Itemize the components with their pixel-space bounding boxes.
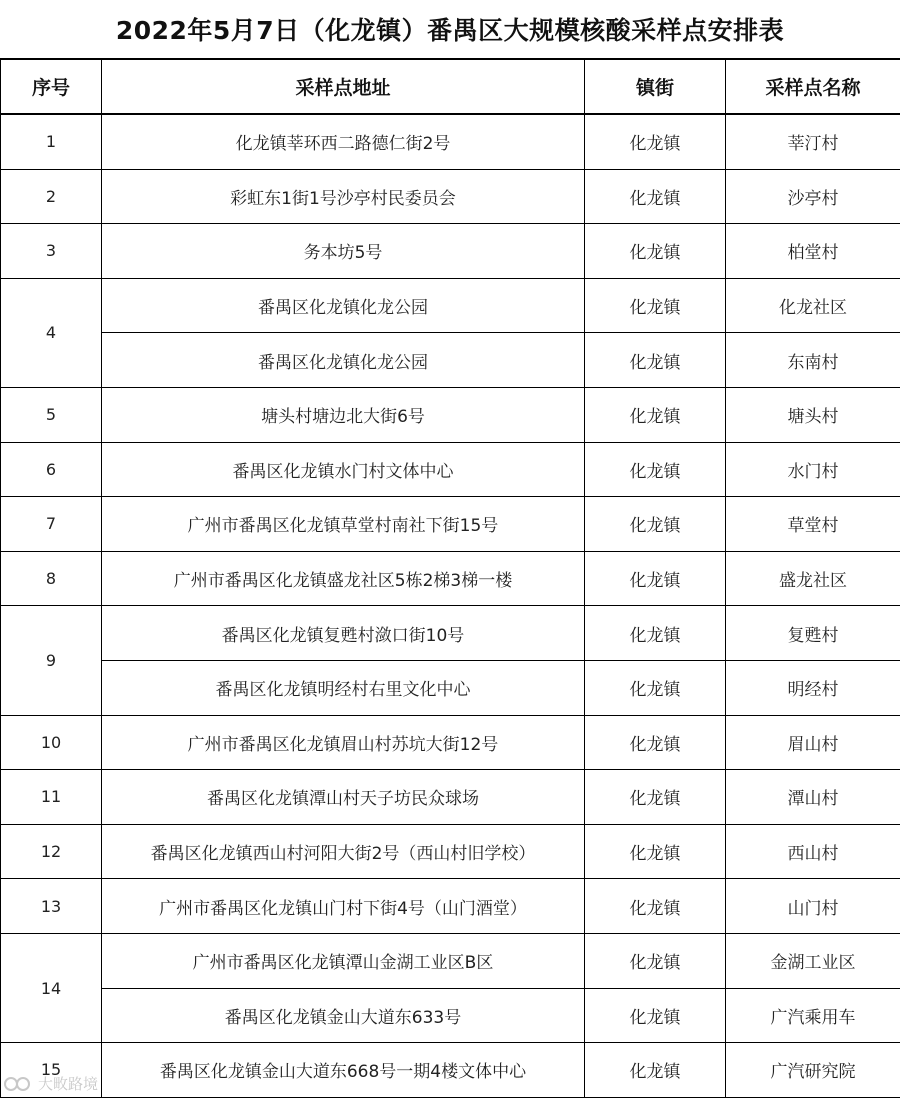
table-row (1, 715, 900, 770)
column-header-seq: 序号 (1, 60, 102, 115)
cell-town: 化龙镇 (585, 770, 726, 825)
cell-town: 化龙镇 (585, 497, 726, 552)
table-row (1, 879, 900, 934)
watermark-text: 大畋路境 (38, 1075, 99, 1093)
cell-seq-merged: 4 (1, 278, 102, 387)
cell-name: 复甦村 (726, 606, 900, 661)
cell-name: 西山村 (726, 824, 900, 879)
cell-address: 番禺区化龙镇潭山村天子坊民众球场 (102, 770, 585, 825)
cell-town: 化龙镇 (585, 333, 726, 388)
cell-address: 广州市番禺区化龙镇山门村下街4号（山门酒堂） (102, 879, 585, 934)
cell-name: 水门村 (726, 442, 900, 497)
cell-address: 彩虹东1街1号沙亭村民委员会 (102, 169, 585, 224)
cell-address: 广州市番禺区化龙镇眉山村苏坑大街12号 (102, 715, 585, 770)
cell-seq: 10 (1, 715, 102, 770)
cell-address: 番禺区化龙镇西山村河阳大街2号（西山村旧学校） (102, 824, 585, 879)
cell-address: 番禺区化龙镇水门村文体中心 (102, 442, 585, 497)
cell-seq: 5 (1, 387, 102, 442)
cell-town: 化龙镇 (585, 715, 726, 770)
cell-address: 广州市番禺区化龙镇潭山金湖工业区B区 (102, 933, 585, 988)
cell-name: 塘头村 (726, 387, 900, 442)
table-row (1, 1043, 900, 1098)
cell-name: 草堂村 (726, 497, 900, 552)
cell-address: 广州市番禺区化龙镇盛龙社区5栋2梯3梯一楼 (102, 551, 585, 606)
cell-address: 番禺区化龙镇金山大道东668号一期4楼文体中心 (102, 1043, 585, 1098)
cell-name: 山门村 (726, 879, 900, 934)
cell-name: 广汽乘用车 (726, 988, 900, 1043)
cell-seq: 1 (1, 114, 102, 169)
cell-name: 盛龙社区 (726, 551, 900, 606)
cell-name: 明经村 (726, 660, 900, 715)
cell-town: 化龙镇 (585, 933, 726, 988)
cell-town: 化龙镇 (585, 988, 726, 1043)
column-header-town: 镇街 (585, 60, 726, 115)
cell-name: 潭山村 (726, 770, 900, 825)
cell-town: 化龙镇 (585, 606, 726, 661)
cell-seq: 6 (1, 442, 102, 497)
cell-town: 化龙镇 (585, 442, 726, 497)
cell-name: 化龙社区 (726, 278, 900, 333)
cell-address: 塘头村塘边北大街6号 (102, 387, 585, 442)
page-title: 2022年5月7日（化龙镇）番禺区大规模核酸采样点安排表 (0, 0, 900, 59)
cell-seq: 3 (1, 224, 102, 279)
cell-address: 化龙镇莘环西二路德仁街2号 (102, 114, 585, 169)
cell-name: 金湖工业区 (726, 933, 900, 988)
cell-town: 化龙镇 (585, 879, 726, 934)
table-row (1, 442, 900, 497)
cell-name: 东南村 (726, 333, 900, 388)
table-row (1, 169, 900, 224)
table-row (1, 278, 900, 333)
cell-name: 柏堂村 (726, 224, 900, 279)
cell-town: 化龙镇 (585, 387, 726, 442)
cell-address: 务本坊5号 (102, 224, 585, 279)
table-row (1, 114, 900, 169)
cell-address: 番禺区化龙镇明经村右里文化中心 (102, 660, 585, 715)
table-row (1, 551, 900, 606)
cell-town: 化龙镇 (585, 114, 726, 169)
sampling-sites-table (0, 59, 900, 1098)
table-row (1, 770, 900, 825)
cell-name: 广汽研究院 (726, 1043, 900, 1098)
cell-seq: 2 (1, 169, 102, 224)
cell-address: 广州市番禺区化龙镇草堂村南社下街15号 (102, 497, 585, 552)
table-row (1, 497, 900, 552)
cell-seq: 13 (1, 879, 102, 934)
cell-address: 番禺区化龙镇金山大道东633号 (102, 988, 585, 1043)
cell-seq: 12 (1, 824, 102, 879)
cell-seq-merged: 9 (1, 606, 102, 715)
cell-town: 化龙镇 (585, 660, 726, 715)
cell-town: 化龙镇 (585, 1043, 726, 1098)
cell-town: 化龙镇 (585, 224, 726, 279)
table-row (1, 224, 900, 279)
cell-name: 沙亭村 (726, 169, 900, 224)
cell-town: 化龙镇 (585, 169, 726, 224)
table-row (1, 988, 900, 1043)
cell-seq: 11 (1, 770, 102, 825)
table-row (1, 824, 900, 879)
header-row (1, 60, 900, 115)
cell-town: 化龙镇 (585, 278, 726, 333)
cell-town: 化龙镇 (585, 824, 726, 879)
table-row (1, 660, 900, 715)
column-header-name: 采样点名称 (726, 60, 900, 115)
table-row (1, 606, 900, 661)
cell-address: 番禺区化龙镇化龙公园 (102, 333, 585, 388)
cell-seq: 15 (1, 1043, 102, 1098)
table-row (1, 333, 900, 388)
cell-town: 化龙镇 (585, 551, 726, 606)
table-row (1, 387, 900, 442)
cell-address: 番禺区化龙镇化龙公园 (102, 278, 585, 333)
cell-seq: 8 (1, 551, 102, 606)
cell-seq: 7 (1, 497, 102, 552)
column-header-address: 采样点地址 (102, 60, 585, 115)
cell-name: 眉山村 (726, 715, 900, 770)
table-row (1, 933, 900, 988)
cell-name: 莘汀村 (726, 114, 900, 169)
cell-address: 番禺区化龙镇复甦村潋口街10号 (102, 606, 585, 661)
cell-seq-merged: 14 (1, 933, 102, 1042)
